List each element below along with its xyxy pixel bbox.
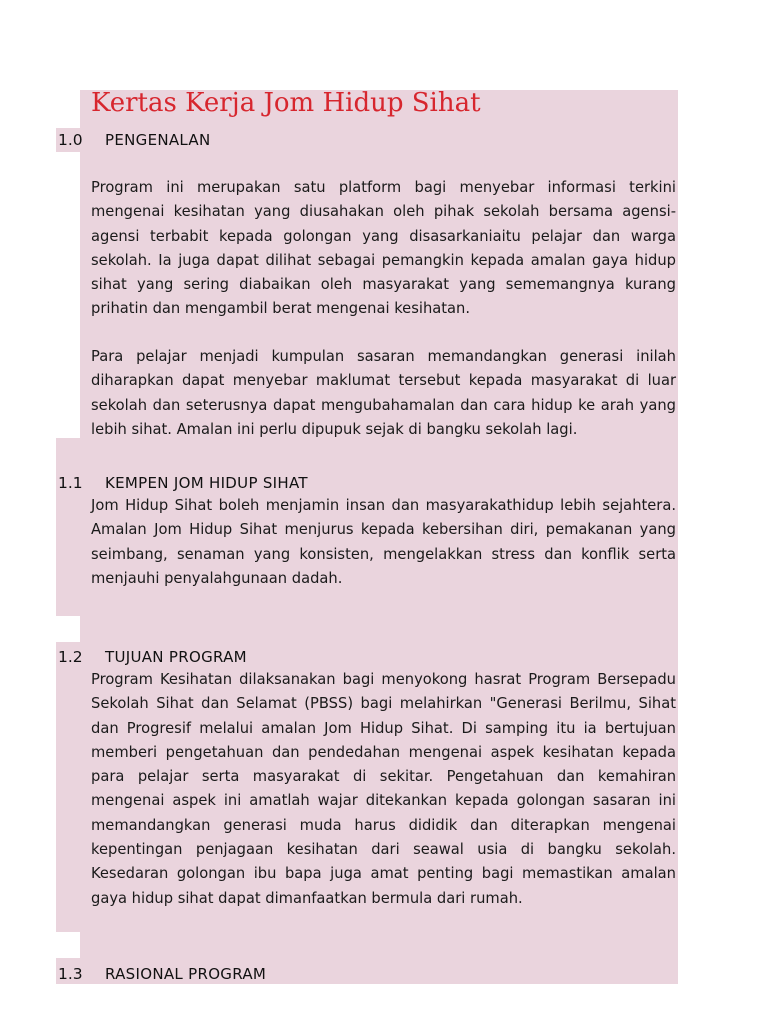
section-heading: TUJUAN PROGRAM xyxy=(105,648,247,666)
section-number: 1.0 xyxy=(58,131,83,149)
section-heading: RASIONAL PROGRAM xyxy=(105,965,267,983)
highlight-band xyxy=(80,930,678,960)
section-paragraph: Para pelajar menjadi kumpulan sasaran memandangkan generasi inilah diharapkan dapat menyebar maklumat tersebut kepada masyarakat di luar sekolah dan seterusnya dapat mengubahamalan dan cara hidup ke arah yang lebih sihat. Amalan ini perlu dipupuk sejak di bangku sekolah lagi. xyxy=(91,348,676,438)
highlight-band xyxy=(80,614,678,644)
section-number: 1.2 xyxy=(58,648,83,666)
section-number: 1.1 xyxy=(58,474,83,492)
section-heading: PENGENALAN xyxy=(105,131,211,149)
section-paragraph: Program ini merupakan satu platform bagi menyebar informasi terkini mengenai kesihatan yang diusahakan oleh pihak sekolah bersama agensi-agensi terbabit kepada golongan yang disasarkaniaitu pelajar dan warga sekolah. Ia juga dapat dilihat sebagai pemangkin kepada amalan gaya hidup sihat yang sering diabaikan oleh masyarakat yang sememangnya kurang prihatin dan mengambil berat mengenai kesihatan. xyxy=(91,179,676,318)
document-title: Kertas Kerja Jom Hidup Sihat xyxy=(91,88,481,118)
section-paragraph: Program Kesihatan dilaksanakan bagi menyokong hasrat Program Bersepadu Sekolah Sihat dan Selamat (PBSS) bagi melahirkan "Generasi Berilmu, Sihat dan Progresif melalui amalan Jom Hidup Sihat. Di samping itu ia bertujuan memberi pengetahuan dan pendedahan mengenai aspek kesihatan kepada para pelajar serta masyarakat di sekitar. Pengetahuan dan kemahiran mengenai aspek ini amatlah wajar ditekankan kepada golongan sasaran ini memandangkan generasi muda harus dididik dan diterapkan mengenai kepentingan penjagaan kesihatan dari seawal usia di bangku sekolah. Kesedaran golongan ibu bapa juga amat penting bagi memastikan amalan gaya hidup sihat dapat dimanfaatkan bermula dari rumah. xyxy=(91,671,676,907)
section-heading: KEMPEN JOM HIDUP SIHAT xyxy=(105,474,308,492)
section-paragraph: Jom Hidup Sihat boleh menjamin insan dan masyarakathidup lebih sejahtera. Amalan Jom Hidup Sihat menjurus kepada kebersihan diri, pemakanan yang seimbang, senaman yang konsisten, mengelakkan stress dan konflik serta menjauhi penyalahgunaan dadah. xyxy=(91,497,676,587)
section-number: 1.3 xyxy=(58,965,83,983)
